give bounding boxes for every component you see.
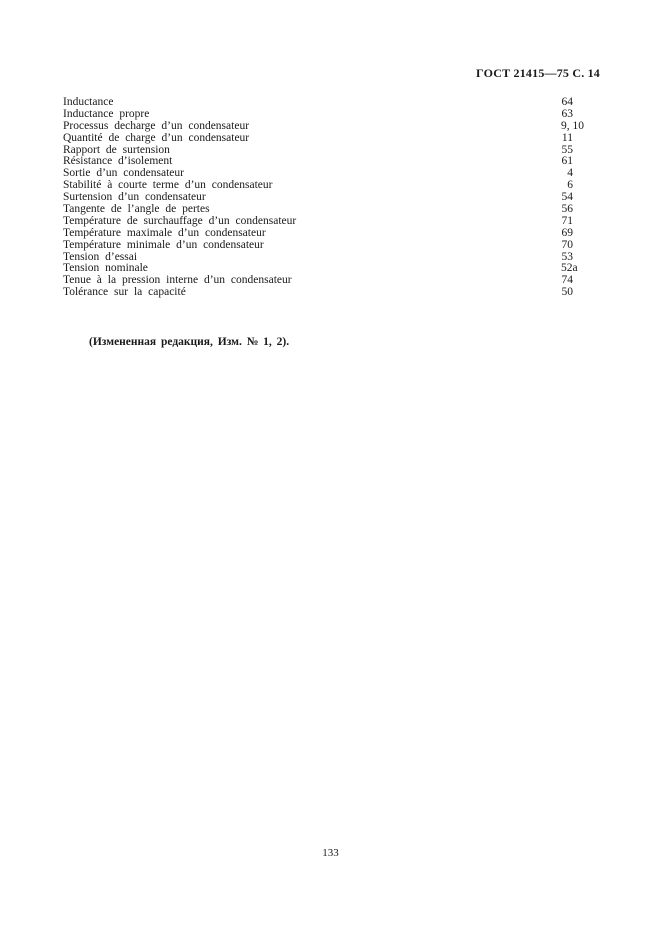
index-entry-number: 63 bbox=[561, 107, 573, 120]
index-entry-number: 74 bbox=[561, 274, 573, 287]
index-entry-number: 71 bbox=[561, 214, 573, 227]
index-entry-term: Inductance bbox=[63, 96, 114, 108]
index-entry-term: Tension d’essai bbox=[63, 250, 138, 263]
index-entry-term: Tolérance sur la capacité bbox=[63, 286, 186, 299]
index-entry-term: Rapport de surtension bbox=[63, 143, 170, 156]
page-number: 133 bbox=[322, 847, 339, 859]
index-entry-term: Quantité de charge d’un condensateur bbox=[63, 131, 250, 144]
index-entry-number: 61 bbox=[561, 155, 573, 168]
index-entry-term: Tension nominale bbox=[63, 262, 148, 275]
index-entry-number: 55 bbox=[561, 143, 573, 156]
index-entry-number: 54 bbox=[561, 191, 573, 204]
index-entry-number: 11 bbox=[561, 131, 573, 144]
index-entry-number: 70 bbox=[561, 238, 573, 251]
index-entry-term: Résistance d’isolement bbox=[63, 155, 173, 168]
index-entry-term: Tenue à la pression interne d’un condensateur bbox=[63, 274, 292, 287]
index-entry-term: Processus decharge d’un condensateur bbox=[63, 119, 250, 132]
index-entry-number: 64 bbox=[561, 96, 573, 108]
index-entry-number: 50 bbox=[561, 286, 573, 299]
index-entry-term: Température de surchauffage d’un condensateur bbox=[63, 214, 297, 227]
index-entry-term: Tangente de l’angle de pertes bbox=[63, 203, 210, 216]
index-entry-row bbox=[63, 240, 603, 252]
index-list bbox=[63, 97, 603, 299]
index-entry-row bbox=[63, 287, 603, 299]
document-header: ГОСТ 21415—75 С. 14 bbox=[476, 66, 600, 80]
index-entry-number: 6 bbox=[567, 179, 573, 192]
index-entry-number: 9, 10 bbox=[561, 119, 584, 132]
index-entry-number: 53 bbox=[561, 250, 573, 263]
index-entry-term: Surtension d’un condensateur bbox=[63, 191, 206, 204]
index-entry-number: 52a bbox=[561, 262, 578, 275]
index-entry-term: Inductance propre bbox=[63, 107, 150, 120]
index-entry-number: 56 bbox=[561, 203, 573, 216]
index-entry-number: 69 bbox=[561, 226, 573, 239]
index-entry-term: Température maximale d’un condensateur bbox=[63, 226, 266, 239]
index-entry-term: Température minimale d’un condensateur bbox=[63, 238, 264, 251]
index-entry-term: Sortie d’un condensateur bbox=[63, 167, 184, 180]
index-entry-term: Stabilité à courte terme d’un condensateur bbox=[63, 179, 273, 192]
amendment-note: (Измененная редакция, Изм. № 1, 2). bbox=[89, 336, 290, 348]
index-entry-number: 4 bbox=[567, 167, 573, 180]
